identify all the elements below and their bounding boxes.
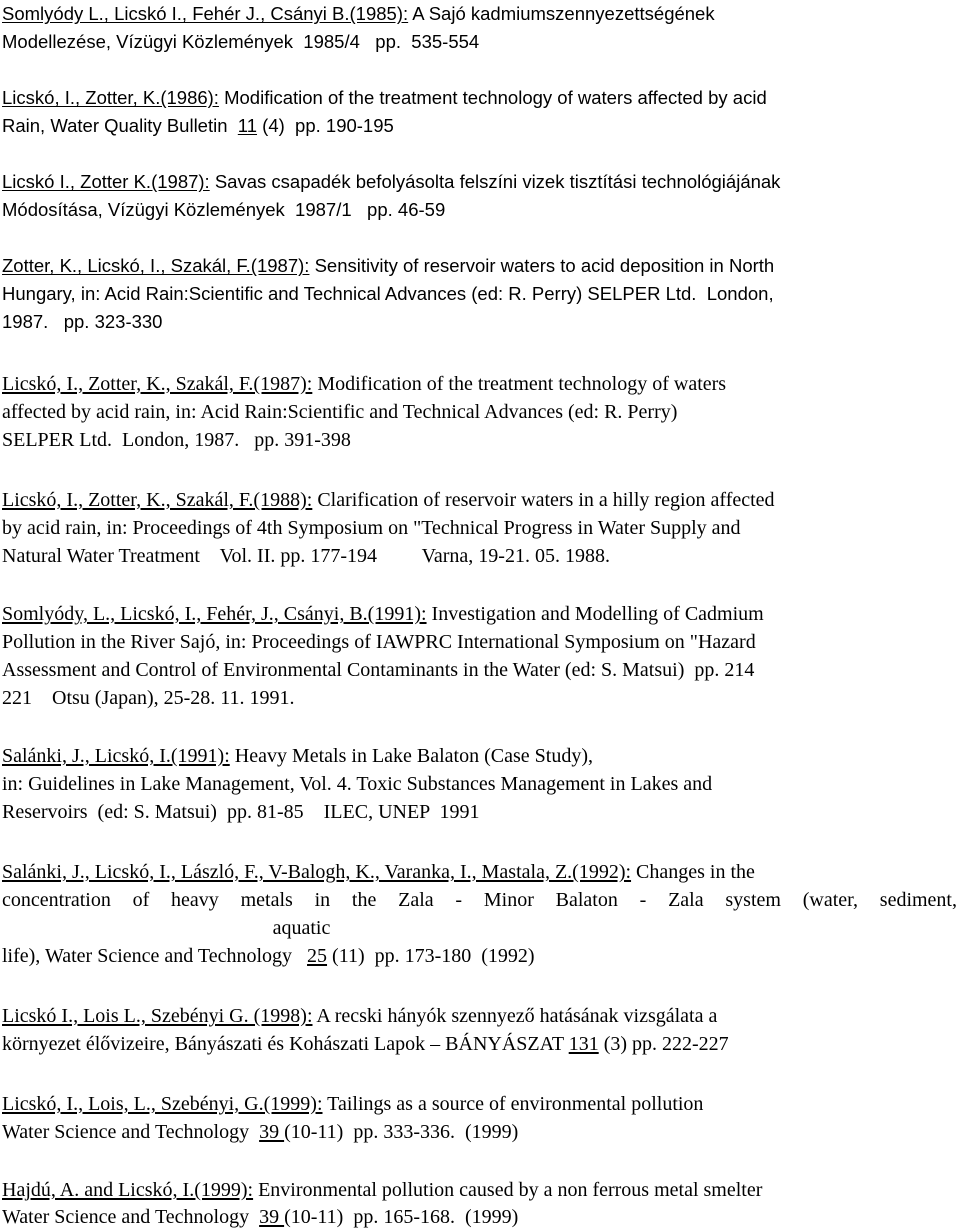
reference-10-authors: Licskó, I., Lois, L., Szebényi, G.(1999): [2,1093,323,1115]
reference-2-line-1: Módosítása, Vízügyi Közlemények 1987/1 pp. 46-59 [2,199,446,220]
reference-8-pages: (11) pp. 173-180 (1992) [327,945,535,967]
reference-1-line-1 [2,112,394,140]
reference-9-line-1 [2,1030,729,1058]
reference-2-title: Savas csapadék befolyásolta felszíni vizek tisztítási technológiájának [209,171,781,192]
reference-6-title: Investigation and Modelling of Cadmium [426,603,764,625]
reference-8-line-0 [2,858,755,886]
reference-10-line-1 [2,1118,518,1146]
reference-4-line-0 [2,370,726,398]
reference-0-authors: Somlyódy L., Licskó I., Fehér J., Csányi B.(1985): [2,3,409,24]
reference-3-authors: Zotter, K., Licskó, I., Szakál, F.(1987): [2,255,310,276]
reference-10-pages: (10-11) pp. 333-336. (1999) [284,1121,519,1143]
reference-9-pages: (3) pp. 222-227 [598,1033,729,1055]
reference-0-title: A Sajó kadmiumszennyezettségének [408,3,715,24]
reference-6-line-2: Assessment and Control of Environmental Contaminants in the Water (ed: S. Matsui) pp. 214 [2,659,755,681]
reference-11-journal: Water Science and Technology [2,1206,260,1228]
reference-3-line-0 [2,252,774,280]
reference-0-line-0 [2,0,715,28]
reference-11-title: Environmental pollution caused by a non ferrous metal smelter [253,1179,763,1201]
reference-9-volume: 131 [568,1033,599,1055]
reference-7-line-2: Reservoirs (ed: S. Matsui) pp. 81-85 ILEC, UNEP 1991 [2,801,480,823]
reference-8-line-1: concentration of heavy metals in the Zala - Minor Balaton - Zala system (water, sediment, [2,889,957,911]
reference-9-journal: környezet élővizeire, Bányászati és Kohászati Lapok – BÁNYÁSZAT [2,1033,569,1055]
reference-7-line-0 [2,742,593,770]
reference-11-pages: (10-11) pp. 165-168. (1999) [284,1206,519,1228]
reference-6-line-3: 221 Otsu (Japan), 25-28. 11. 1991. [2,687,295,709]
reference-5-line-1: by acid rain, in: Proceedings of 4th Symposium on "Technical Progress in Water Supply and [2,517,741,539]
reference-5-line-2: Natural Water Treatment Vol. II. pp. 177-194 Varna, 19-21. 05. 1988. [2,545,610,567]
reference-11-line-1 [2,1203,518,1231]
reference-7-line-1: in: Guidelines in Lake Management, Vol. 4. Toxic Substances Management in Lakes and [2,773,713,795]
reference-8-line-3 [2,942,535,970]
reference-5-authors: Licskó, I., Zotter, K., Szakál, F.(1988): [2,489,313,511]
reference-11-authors: Hajdú, A. and Licskó, I.(1999): [2,1179,254,1201]
reference-8-journal: life), Water Science and Technology [2,945,308,967]
reference-9-line-0 [2,1002,717,1030]
reference-1-journal: Rain, Water Quality Bulletin [2,115,238,136]
reference-2-authors: Licskó I., Zotter K.(1987): [2,171,210,192]
reference-1-title: Modification of the treatment technology of waters affected by acid [218,87,767,108]
reference-8-title: Changes in the [631,861,755,883]
reference-4-title: Modification of the treatment technology of waters [312,373,727,395]
reference-1-line-0 [2,84,767,112]
reference-9-authors: Licskó I., Lois L., Szebényi G. (1998): [2,1005,313,1027]
reference-1-authors: Licskó, I., Zotter, K.(1986): [2,87,219,108]
reference-0-line-1: Modellezése, Vízügyi Közlemények 1985/4 pp. 535-554 [2,31,480,52]
reference-6-authors: Somlyódy, L., Licskó, I., Fehér, J., Csányi, B.(1991): [2,603,427,625]
reference-3-line-2: 1987. pp. 323-330 [2,311,163,332]
reference-10-journal: Water Science and Technology [2,1121,260,1143]
reference-10-line-0 [2,1090,703,1118]
reference-10-volume: 39 [259,1121,285,1143]
reference-10-title: Tailings as a source of environmental pollution [322,1093,704,1115]
reference-7-title: Heavy Metals in Lake Balaton (Case Study), [229,745,593,767]
reference-4-line-2: SELPER Ltd. London, 1987. pp. 391-398 [2,429,351,451]
reference-8-authors: Salánki, J., Licskó, I., László, F., V-Balogh, K., Varanka, I., Mastala, Z.(1992): [2,861,632,883]
reference-4-line-1: affected by acid rain, in: Acid Rain:Scientific and Technical Advances (ed: R. Perry) [2,401,678,423]
reference-3-title: Sensitivity of reservoir waters to acid deposition in North [309,255,775,276]
reference-1-volume: 11 [237,115,258,136]
reference-8-line-2: aquatic [272,917,331,939]
reference-7-authors: Salánki, J., Licskó, I.(1991): [2,745,230,767]
reference-5-line-0 [2,486,775,514]
reference-9-title: A recski hányók szennyező hatásának vizsgálata a [312,1005,718,1027]
reference-1-pages: (4) pp. 190-195 [257,115,394,136]
reference-11-volume: 39 [259,1206,285,1228]
reference-3-line-1: Hungary, in: Acid Rain:Scientific and Technical Advances (ed: R. Perry) SELPER Ltd. London, [2,283,774,304]
reference-5-title: Clarification of reservoir waters in a hilly region affected [312,489,775,511]
reference-2-line-0 [2,168,780,196]
reference-6-line-0 [2,600,764,628]
reference-6-line-1: Pollution in the River Sajó, in: Proceedings of IAWPRC International Symposium on "Hazard [2,631,756,653]
reference-8-volume: 25 [307,945,328,967]
reference-11-line-0 [2,1176,762,1204]
reference-4-authors: Licskó, I., Zotter, K., Szakál, F.(1987): [2,373,313,395]
